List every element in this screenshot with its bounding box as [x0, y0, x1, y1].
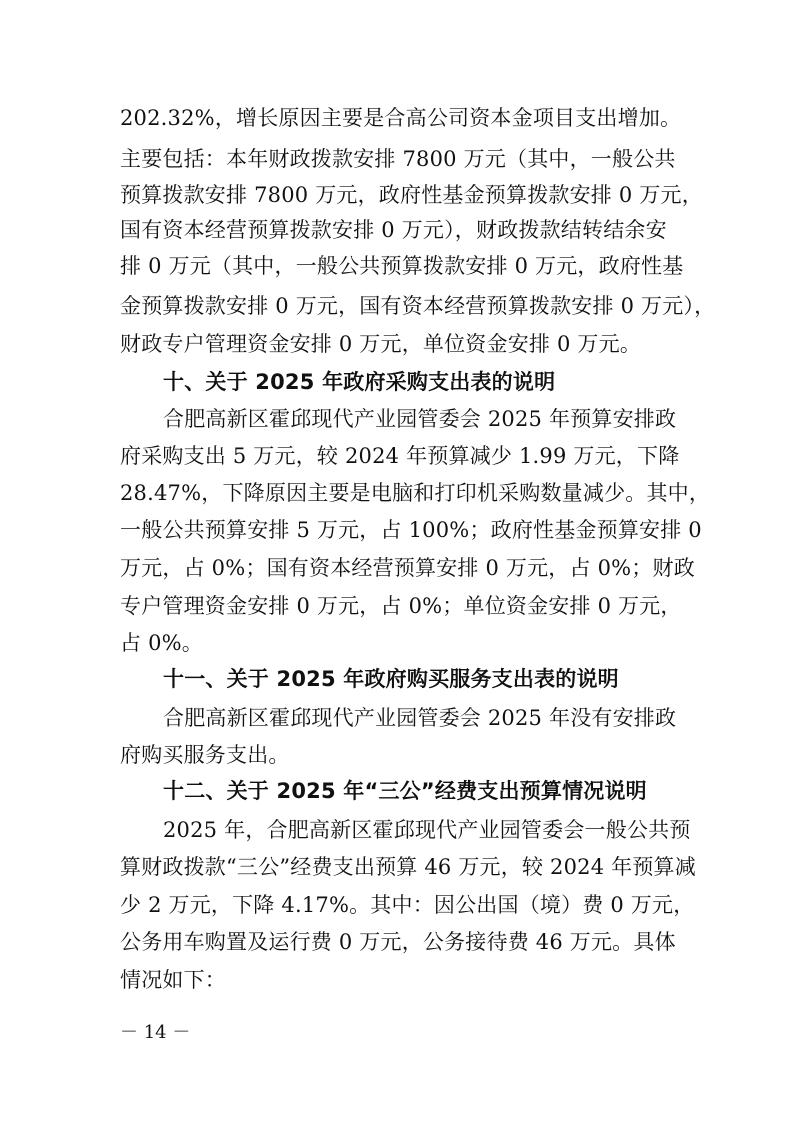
- body-text-line: 预算拨款安排 7800 万元，政府性基金预算拨款安排 0 万元，: [120, 183, 703, 207]
- body-text-line: 万元，占 0%；国有资本经营预算安排 0 万元，占 0%；财政: [120, 556, 695, 580]
- body-text-line: 合肥高新区霍邱现代产业园管委会 2025 年没有安排政: [163, 706, 677, 730]
- body-text-line: 府购买服务支出。: [120, 743, 290, 767]
- body-text-line: 专户管理资金安排 0 万元，占 0%；单位资金安排 0 万元，: [120, 594, 682, 618]
- section-heading-12: 十二、关于 2025 年“三公”经费支出预算情况说明: [163, 779, 647, 803]
- body-text-line: 算财政拨款“三公”经费支出预算 46 万元，较 2024 年预算减: [120, 855, 696, 879]
- body-text-line: 金预算拨款安排 0 万元，国有资本经营预算拨款安排 0 万元），: [120, 294, 716, 318]
- body-text-line: 28.47%，下降原因主要是电脑和打印机采购数量减少。其中，: [120, 481, 711, 505]
- section-heading-10: 十、关于 2025 年政府采购支出表的说明: [163, 370, 556, 394]
- body-text-line: 2025 年，合肥高新区霍邱现代产业园管委会一般公共预: [163, 818, 691, 842]
- body-text-line: 财政专户管理资金安排 0 万元，单位资金安排 0 万元。: [120, 332, 642, 356]
- body-text-line: 占 0%。: [120, 631, 203, 655]
- body-text-line: 府采购支出 5 万元，较 2024 年预算减少 1.99 万元，下降: [120, 444, 680, 468]
- page-number: － 14 －: [120, 1022, 191, 1043]
- body-text-line: 合肥高新区霍邱现代产业园管委会 2025 年预算安排政: [163, 407, 677, 431]
- body-text-line: 情况如下：: [120, 968, 226, 992]
- body-text-line: 排 0 万元（其中，一般公共预算拨款安排 0 万元，政府性基: [120, 254, 684, 278]
- body-text-line: 公务用车购置及运行费 0 万元，公务接待费 46 万元。具体: [120, 930, 676, 954]
- body-text-line: 主要包括：本年财政拨款安排 7800 万元（其中，一般公共: [120, 147, 676, 171]
- body-text-line: 202.32%，增长原因主要是合高公司资本金项目支出增加。: [120, 106, 682, 130]
- section-heading-11: 十一、关于 2025 年政府购买服务支出表的说明: [163, 667, 619, 691]
- body-text-line: 国有资本经营预算拨款安排 0 万元），财政拨款结转结余安: [120, 218, 667, 242]
- body-text-line: 少 2 万元，下降 4.17%。其中：因公出国（境）费 0 万元，: [120, 893, 695, 917]
- body-text-line: 一般公共预算安排 5 万元，占 100%；政府性基金预算安排 0: [120, 518, 702, 542]
